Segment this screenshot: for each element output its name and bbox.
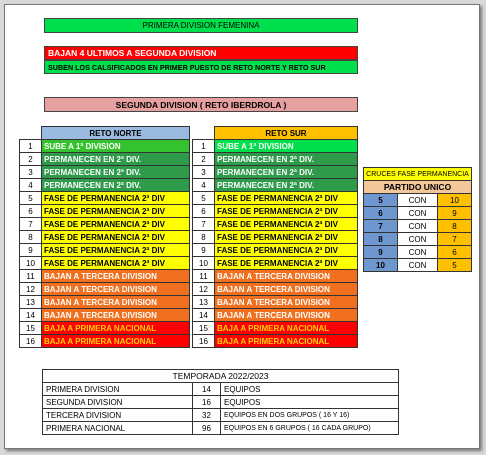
table-row (20, 166, 190, 179)
position-label: BAJAN A TERCERA DIVISION (215, 270, 358, 283)
division-name: TERCERA DIVISION (43, 409, 193, 422)
table-row (193, 244, 358, 257)
position-label: PERMANECEN EN 2ª DIV. (215, 166, 358, 179)
position-label: BAJAN A TERCERA DIVISION (215, 283, 358, 296)
cruce-right: 6 (438, 246, 472, 259)
position-number: 11 (193, 270, 215, 283)
position-number: 6 (193, 205, 215, 218)
cruce-con: CON (398, 259, 438, 272)
sur-header: RETO SUR (215, 127, 358, 140)
position-number: 10 (20, 257, 42, 270)
table-row (20, 140, 190, 153)
position-label: PERMANECEN EN 2ª DIV. (42, 179, 190, 192)
table-row (193, 205, 358, 218)
table-row (193, 309, 358, 322)
position-number: 12 (193, 283, 215, 296)
sur-header-row (193, 127, 358, 140)
cruce-row (364, 233, 472, 246)
position-label: FASE DE PERMANENCIA 2ª DIV (215, 257, 358, 270)
table-row (193, 179, 358, 192)
position-label: FASE DE PERMANENCIA 2ª DIV (215, 218, 358, 231)
cruce-con: CON (398, 246, 438, 259)
position-number: 1 (193, 140, 215, 153)
table-row (20, 257, 190, 270)
position-label: FASE DE PERMANENCIA 2ª DIV (42, 244, 190, 257)
temporada-title: TEMPORADA 2022/2023 (43, 370, 399, 383)
norte-header-row (20, 127, 190, 140)
table-row (20, 270, 190, 283)
cruce-left: 6 (364, 207, 398, 220)
table-row (20, 296, 190, 309)
table-row (193, 257, 358, 270)
position-number: 13 (193, 296, 215, 309)
position-number: 9 (20, 244, 42, 257)
bajan-banner (44, 46, 358, 60)
position-number: 14 (193, 309, 215, 322)
blank-cell (20, 127, 42, 140)
position-label: BAJAN A TERCERA DIVISION (42, 270, 190, 283)
cruce-con: CON (398, 233, 438, 246)
table-row (20, 244, 190, 257)
cruce-row (364, 194, 472, 207)
table-row (20, 179, 190, 192)
cruce-right: 8 (438, 220, 472, 233)
position-label: FASE DE PERMANENCIA 2ª DIV (42, 218, 190, 231)
team-count: 14 (193, 383, 221, 396)
position-number: 15 (193, 322, 215, 335)
title-text: PRIMERA DIVISION FEMENINA (142, 21, 260, 30)
position-label: BAJA A PRIMERA NACIONAL (215, 335, 358, 348)
table-row (20, 192, 190, 205)
reto-sur-table (192, 126, 358, 348)
position-label: SUBE A 1ª DIVISION (42, 140, 190, 153)
table-row (20, 205, 190, 218)
table-row (20, 335, 190, 348)
table-row (20, 283, 190, 296)
position-label: PERMANECEN EN 2ª DIV. (42, 166, 190, 179)
position-label: BAJAN A TERCERA DIVISION (42, 296, 190, 309)
table-row (193, 296, 358, 309)
position-number: 5 (193, 192, 215, 205)
spreadsheet-sheet (4, 4, 480, 449)
position-label: BAJAN A TERCERA DIVISION (215, 309, 358, 322)
position-label: PERMANECEN EN 2ª DIV. (42, 153, 190, 166)
table-row (20, 153, 190, 166)
temporada-row (43, 409, 399, 422)
cruce-left: 8 (364, 233, 398, 246)
position-label: PERMANECEN EN 2ª DIV. (215, 153, 358, 166)
position-label: BAJAN A TERCERA DIVISION (42, 309, 190, 322)
segunda-banner (44, 97, 358, 112)
cruce-right: 9 (438, 207, 472, 220)
division-name: PRIMERA DIVISION (43, 383, 193, 396)
division-description: EQUIPOS (221, 396, 399, 409)
position-number: 9 (193, 244, 215, 257)
position-label: BAJAN A TERCERA DIVISION (42, 283, 190, 296)
position-number: 7 (193, 218, 215, 231)
team-count: 32 (193, 409, 221, 422)
team-count: 16 (193, 396, 221, 409)
position-label: SUBE A 1ª DIVISION (215, 140, 358, 153)
position-label: BAJA A PRIMERA NACIONAL (42, 322, 190, 335)
position-label: BAJA A PRIMERA NACIONAL (215, 322, 358, 335)
temporada-row (43, 396, 399, 409)
cruce-left: 9 (364, 246, 398, 259)
blank-cell (193, 127, 215, 140)
division-description: EQUIPOS EN DOS GRUPOS ( 16 Y 16) (221, 409, 399, 422)
table-row (193, 231, 358, 244)
position-number: 11 (20, 270, 42, 283)
division-name: PRIMERA NACIONAL (43, 422, 193, 435)
temporada-table (42, 369, 399, 435)
division-description: EQUIPOS (221, 383, 399, 396)
cruce-left: 5 (364, 194, 398, 207)
cruce-con: CON (398, 220, 438, 233)
table-row (193, 335, 358, 348)
position-number: 3 (193, 166, 215, 179)
position-number: 8 (193, 231, 215, 244)
position-number: 4 (20, 179, 42, 192)
position-number: 4 (193, 179, 215, 192)
norte-header: RETO NORTE (42, 127, 190, 140)
cruces-table (363, 167, 472, 272)
position-label: FASE DE PERMANENCIA 2ª DIV (42, 205, 190, 218)
cruce-right: 10 (438, 194, 472, 207)
table-row (193, 166, 358, 179)
position-label: FASE DE PERMANENCIA 2ª DIV (215, 192, 358, 205)
position-label: FASE DE PERMANENCIA 2ª DIV (42, 192, 190, 205)
position-number: 14 (20, 309, 42, 322)
table-row (20, 309, 190, 322)
position-label: FASE DE PERMANENCIA 2ª DIV (215, 205, 358, 218)
position-number: 16 (193, 335, 215, 348)
position-label: FASE DE PERMANENCIA 2ª DIV (42, 231, 190, 244)
position-label: FASE DE PERMANENCIA 2ª DIV (215, 244, 358, 257)
position-number: 5 (20, 192, 42, 205)
position-number: 12 (20, 283, 42, 296)
table-row (193, 283, 358, 296)
cruce-left: 7 (364, 220, 398, 233)
table-row (193, 192, 358, 205)
position-number: 6 (20, 205, 42, 218)
table-row (193, 140, 358, 153)
position-number: 16 (20, 335, 42, 348)
cruce-row (364, 259, 472, 272)
cruce-right: 5 (438, 259, 472, 272)
position-number: 2 (20, 153, 42, 166)
position-label: FASE DE PERMANENCIA 2ª DIV (215, 231, 358, 244)
position-number: 10 (193, 257, 215, 270)
cruce-row (364, 246, 472, 259)
position-number: 1 (20, 140, 42, 153)
cruces-title: CRUCES FASE PERMANENCIA (364, 168, 472, 181)
position-number: 7 (20, 218, 42, 231)
position-label: BAJAN A TERCERA DIVISION (215, 296, 358, 309)
cruce-con: CON (398, 194, 438, 207)
segunda-text: SEGUNDA DIVISION ( RETO IBERDROLA ) (115, 99, 287, 110)
bajan-text: BAJAN 4 ULTIMOS A SEGUNDA DIVISION (48, 48, 217, 58)
position-number: 13 (20, 296, 42, 309)
cruce-con: CON (398, 207, 438, 220)
reto-norte-table (19, 126, 190, 348)
table-row (20, 218, 190, 231)
suben-text: SUBEN LOS CALSIFICADOS EN PRIMER PUESTO DE RETO NORTE Y RETO SUR (48, 62, 326, 72)
position-number: 8 (20, 231, 42, 244)
table-row (193, 270, 358, 283)
cruce-right: 7 (438, 233, 472, 246)
cruce-left: 10 (364, 259, 398, 272)
title-banner (44, 18, 358, 33)
division-name: SEGUNDA DIVISION (43, 396, 193, 409)
position-number: 3 (20, 166, 42, 179)
position-label: FASE DE PERMANENCIA 2ª DIV (42, 257, 190, 270)
position-label: PERMANECEN EN 2ª DIV. (215, 179, 358, 192)
table-row (20, 231, 190, 244)
cruce-row (364, 220, 472, 233)
position-label: BAJA A PRIMERA NACIONAL (42, 335, 190, 348)
division-description: EQUIPOS EN 6 GRUPOS ( 16 CADA GRUPO) (221, 422, 399, 435)
team-count: 96 (193, 422, 221, 435)
table-row (20, 322, 190, 335)
suben-banner (44, 60, 358, 74)
position-number: 15 (20, 322, 42, 335)
cruces-subtitle: PARTIDO UNICO (364, 181, 472, 194)
table-row (193, 153, 358, 166)
temporada-row (43, 422, 399, 435)
table-row (193, 218, 358, 231)
temporada-row (43, 383, 399, 396)
position-number: 2 (193, 153, 215, 166)
cruce-row (364, 207, 472, 220)
table-row (193, 322, 358, 335)
